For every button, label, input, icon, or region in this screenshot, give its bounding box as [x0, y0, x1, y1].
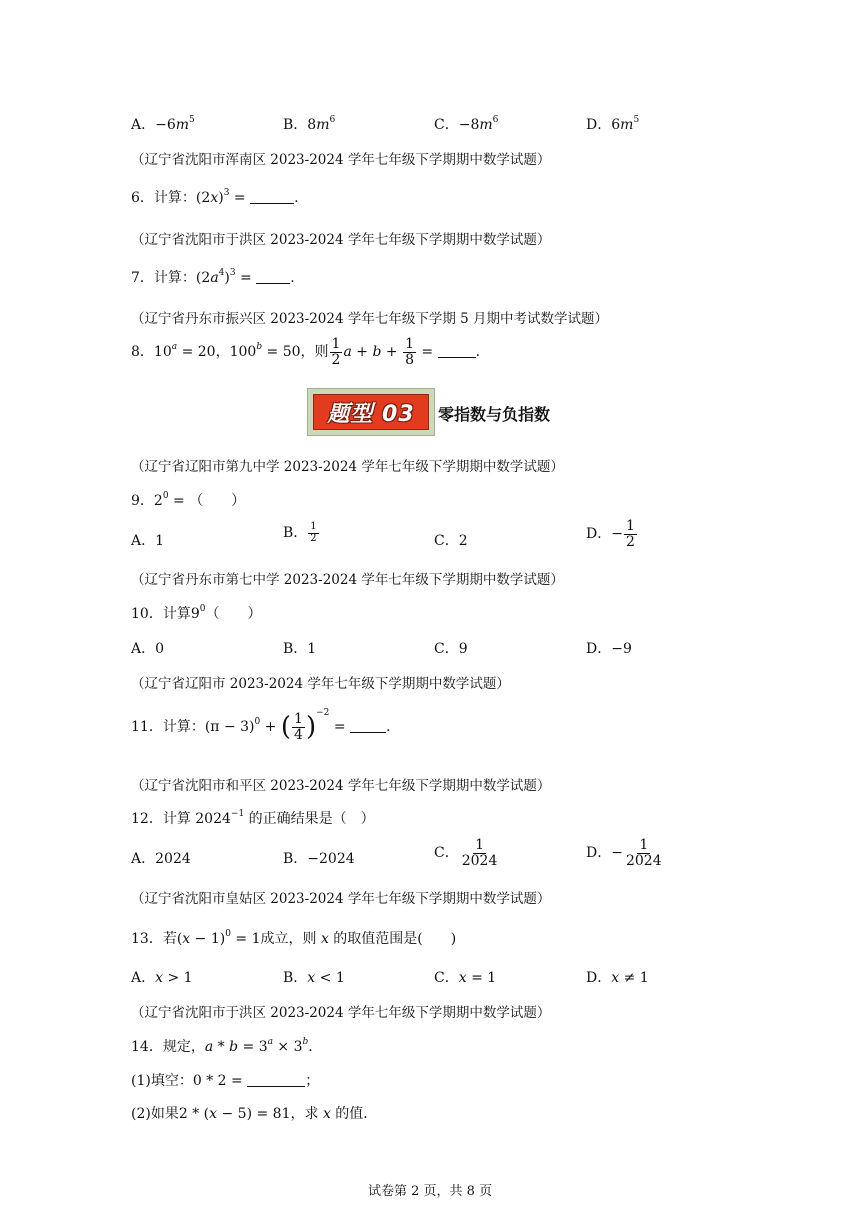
section-badge-inner — [313, 394, 429, 430]
fraction: $\frac{1}{2}$ — [625, 518, 635, 550]
fraction: $\frac{1}{2}$ — [310, 521, 317, 544]
answer-blank[interactable] — [438, 343, 476, 358]
question-7: 7．计算：$(2a^4)^3$ = . — [131, 268, 295, 286]
q9-option-c: C．2 — [434, 533, 468, 549]
q9-option-d: D．− $\frac{1}{2}$ — [586, 518, 635, 550]
question-13: 13．若$(x - 1)^0 = 1$成立，则 x 的取值范围是( ) — [131, 929, 457, 947]
section-title: 零指数与负指数 — [438, 405, 551, 424]
section-badge-text: 题型 03 — [327, 401, 415, 427]
answer-blank[interactable] — [256, 269, 290, 284]
question-14-part-1: (1)填空：0 * 2 = ； — [131, 1073, 320, 1089]
fraction: $\frac{1}{2024}$ — [625, 837, 662, 869]
source-note: （辽宁省辽阳市第九中学 2023-2024 学年七年级下学期期中数学试题） — [131, 459, 564, 475]
question-14-part-2: (2)如果2 * (x − 5) = 81，求 x 的值． — [131, 1106, 378, 1122]
q13-option-d: D．x ≠ 1 — [586, 970, 649, 986]
answer-blank[interactable] — [350, 718, 386, 733]
question-11: 11．计算：$(\pi - 3)^0$ + ( $\frac{1}{4}$ )$^{-2}$ = . — [131, 708, 391, 743]
page-footer: 试卷第 2 页，共 8 页 — [368, 1184, 493, 1199]
q5-option-b: B．$8m^6$ — [283, 115, 336, 133]
fraction: $\frac{1}{4}$ — [294, 711, 303, 743]
answer-blank[interactable] — [247, 1072, 305, 1087]
q12-option-c: C． $\frac{1}{2024}$ — [434, 837, 498, 869]
q9-option-b: B． $\frac{1}{2}$ — [283, 521, 317, 544]
answer-blank[interactable] — [250, 189, 294, 204]
q9-option-a: A．1 — [131, 533, 165, 549]
fraction: $\frac{1}{8}$ — [405, 336, 414, 368]
q12-option-a: A．2024 — [131, 851, 191, 867]
question-6: 6．计算：$(2x)^3$ = . — [131, 188, 299, 206]
source-note: （辽宁省沈阳市浑南区 2023-2024 学年七年级下学期期中数学试题） — [131, 152, 551, 168]
source-note: （辽宁省丹东市振兴区 2023-2024 学年七年级下学期 5 月期中考试数学试题） — [131, 311, 609, 327]
paren-close: ) — [305, 712, 317, 743]
q13-option-b: B．x < 1 — [283, 970, 345, 986]
q12-option-d: D．− $\frac{1}{2024}$ — [586, 837, 662, 869]
q10-option-d: D．−9 — [586, 641, 632, 657]
source-note: （辽宁省辽阳市 2023-2024 学年七年级下学期期中数学试题） — [131, 676, 510, 692]
source-note: （辽宁省沈阳市于洪区 2023-2024 学年七年级下学期期中数学试题） — [131, 1005, 551, 1021]
question-14: 14．规定，$a * b = 3^a \times 3^b$． — [131, 1037, 323, 1055]
q10-option-c: C．9 — [434, 641, 468, 657]
q5-option-a: A．$-6m^5$ — [131, 115, 195, 133]
question-12: 12．计算 $2024^{-1}$ 的正确结果是（ ） — [131, 809, 375, 827]
source-note: （辽宁省沈阳市于洪区 2023-2024 学年七年级下学期期中数学试题） — [131, 232, 551, 248]
q10-option-a: A．0 — [131, 641, 165, 657]
q12-option-b: B．−2024 — [283, 851, 355, 867]
q5-option-c: C．$-8m^6$ — [434, 115, 499, 133]
q13-option-c: C．x = 1 — [434, 970, 497, 986]
fraction: $\frac{1}{2024}$ — [461, 837, 498, 869]
question-10: 10．计算$9^0$（ ） — [131, 604, 262, 622]
source-note: （辽宁省沈阳市皇姑区 2023-2024 学年七年级下学期期中数学试题） — [131, 891, 551, 907]
source-note: （辽宁省沈阳市和平区 2023-2024 学年七年级下学期期中数学试题） — [131, 778, 551, 794]
paren-open: ( — [280, 712, 292, 743]
question-8: 8．$10^a = 20$，$100^b = 50$，则 $\frac{1}{2}$ a + b + $\frac{1}{8}$ = . — [131, 336, 481, 368]
question-9: 9．$2^0$ = （ ） — [131, 491, 246, 509]
q5-option-d: D．$6m^5$ — [586, 115, 640, 133]
fraction: $\frac{1}{2}$ — [331, 336, 341, 368]
q10-option-b: B．1 — [283, 641, 317, 657]
source-note: （辽宁省丹东市第七中学 2023-2024 学年七年级下学期期中数学试题） — [131, 572, 564, 588]
section-badge — [307, 388, 435, 436]
q13-option-a: A．x > 1 — [131, 970, 193, 986]
